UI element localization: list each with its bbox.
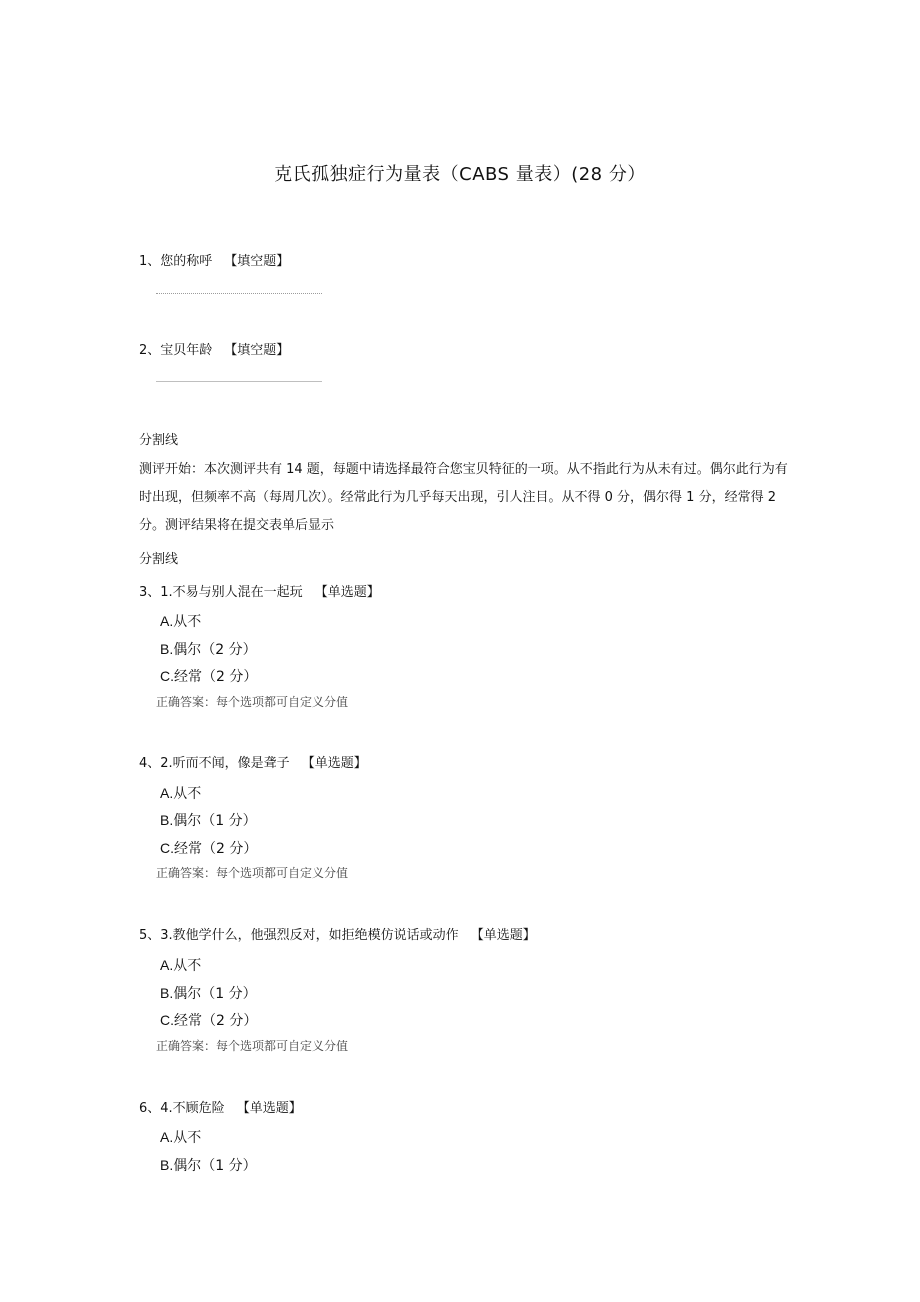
question-type: 【填空题】 [224, 254, 290, 269]
answer-note: 正确答案：每个选项都可自定义分值 [156, 695, 349, 709]
option-text: 经常（2 分） [174, 669, 258, 685]
option-c[interactable] [160, 666, 257, 686]
question-5-heading [139, 924, 536, 943]
answer-note: 正确答案：每个选项都可自定义分值 [156, 866, 349, 880]
name-input-line[interactable] [156, 293, 322, 294]
option-text: 偶尔（2 分） [173, 642, 257, 658]
option-text: 经常（2 分） [174, 841, 258, 857]
option-text: 从不 [173, 1130, 202, 1146]
question-1-heading [139, 250, 289, 269]
option-b[interactable] [160, 983, 257, 1003]
option-c[interactable] [160, 1010, 257, 1030]
page-title: 克氏孤独症行为量表（CABS 量表）(28 分） [274, 164, 646, 185]
option-letter: B. [160, 641, 174, 657]
option-letter: C. [160, 1012, 174, 1028]
question-4-heading [139, 752, 367, 771]
question-type: 【单选题】 [301, 756, 367, 771]
option-text: 从不 [173, 614, 202, 630]
option-c[interactable] [160, 838, 257, 858]
question-number: 3、 [139, 585, 161, 600]
question-number: 5、 [139, 928, 161, 943]
question-text: 4.不顾危险 [160, 1101, 225, 1116]
option-text: 偶尔（1 分） [173, 1158, 257, 1174]
option-b[interactable] [160, 1155, 257, 1175]
question-number: 1、 [139, 254, 161, 269]
option-text: 从不 [173, 958, 202, 974]
question-6-heading [139, 1097, 302, 1116]
option-letter: A. [160, 1129, 174, 1145]
option-letter: B. [160, 985, 174, 1001]
question-text: 1.不易与别人混在一起玩 [160, 585, 303, 600]
question-text: 您的称呼 [160, 254, 213, 269]
option-text: 偶尔（1 分） [173, 813, 257, 829]
option-b[interactable] [160, 639, 257, 659]
question-type: 【单选题】 [314, 585, 380, 600]
question-text: 2.听而不闻，像是聋子 [160, 756, 290, 771]
option-text: 偶尔（1 分） [173, 986, 257, 1002]
question-3-heading [139, 581, 380, 600]
intro-paragraph: 测评开始：本次测评共有 14 题，每题中请选择最符合您宝贝特征的一项。从不指此行为从未有过。偶尔此行为有时出现，但频率不高（每周几次）。经常此行为几乎每天出现，引人注目。从不得 0 分，偶尔得 1 分，经常得 2 分。测评结果将在提交表单后显示 [139, 462, 788, 533]
divider-label-bottom: 分割线 [139, 552, 179, 567]
age-input-line[interactable] [156, 381, 322, 382]
option-a[interactable] [160, 611, 201, 631]
option-letter: C. [160, 840, 174, 856]
question-text: 3.教他学什么，他强烈反对，如拒绝模仿说话或动作 [160, 928, 459, 943]
option-text: 从不 [173, 786, 202, 802]
question-number: 2、 [139, 343, 161, 358]
question-number: 6、 [139, 1101, 161, 1116]
divider-label-top: 分割线 [139, 433, 179, 448]
option-letter: A. [160, 785, 174, 801]
question-number: 4、 [139, 756, 161, 771]
option-letter: B. [160, 812, 174, 828]
option-a[interactable] [160, 1127, 201, 1147]
option-a[interactable] [160, 783, 201, 803]
question-2-heading [139, 339, 289, 358]
option-letter: A. [160, 613, 174, 629]
option-letter: B. [160, 1157, 174, 1173]
question-type: 【单选题】 [236, 1101, 302, 1116]
option-text: 经常（2 分） [174, 1013, 258, 1029]
option-letter: A. [160, 957, 174, 973]
question-text: 宝贝年龄 [160, 343, 213, 358]
question-type: 【填空题】 [224, 343, 290, 358]
answer-note: 正确答案：每个选项都可自定义分值 [156, 1039, 349, 1053]
option-letter: C. [160, 668, 174, 684]
question-type: 【单选题】 [470, 928, 536, 943]
option-b[interactable] [160, 810, 257, 830]
option-a[interactable] [160, 955, 201, 975]
